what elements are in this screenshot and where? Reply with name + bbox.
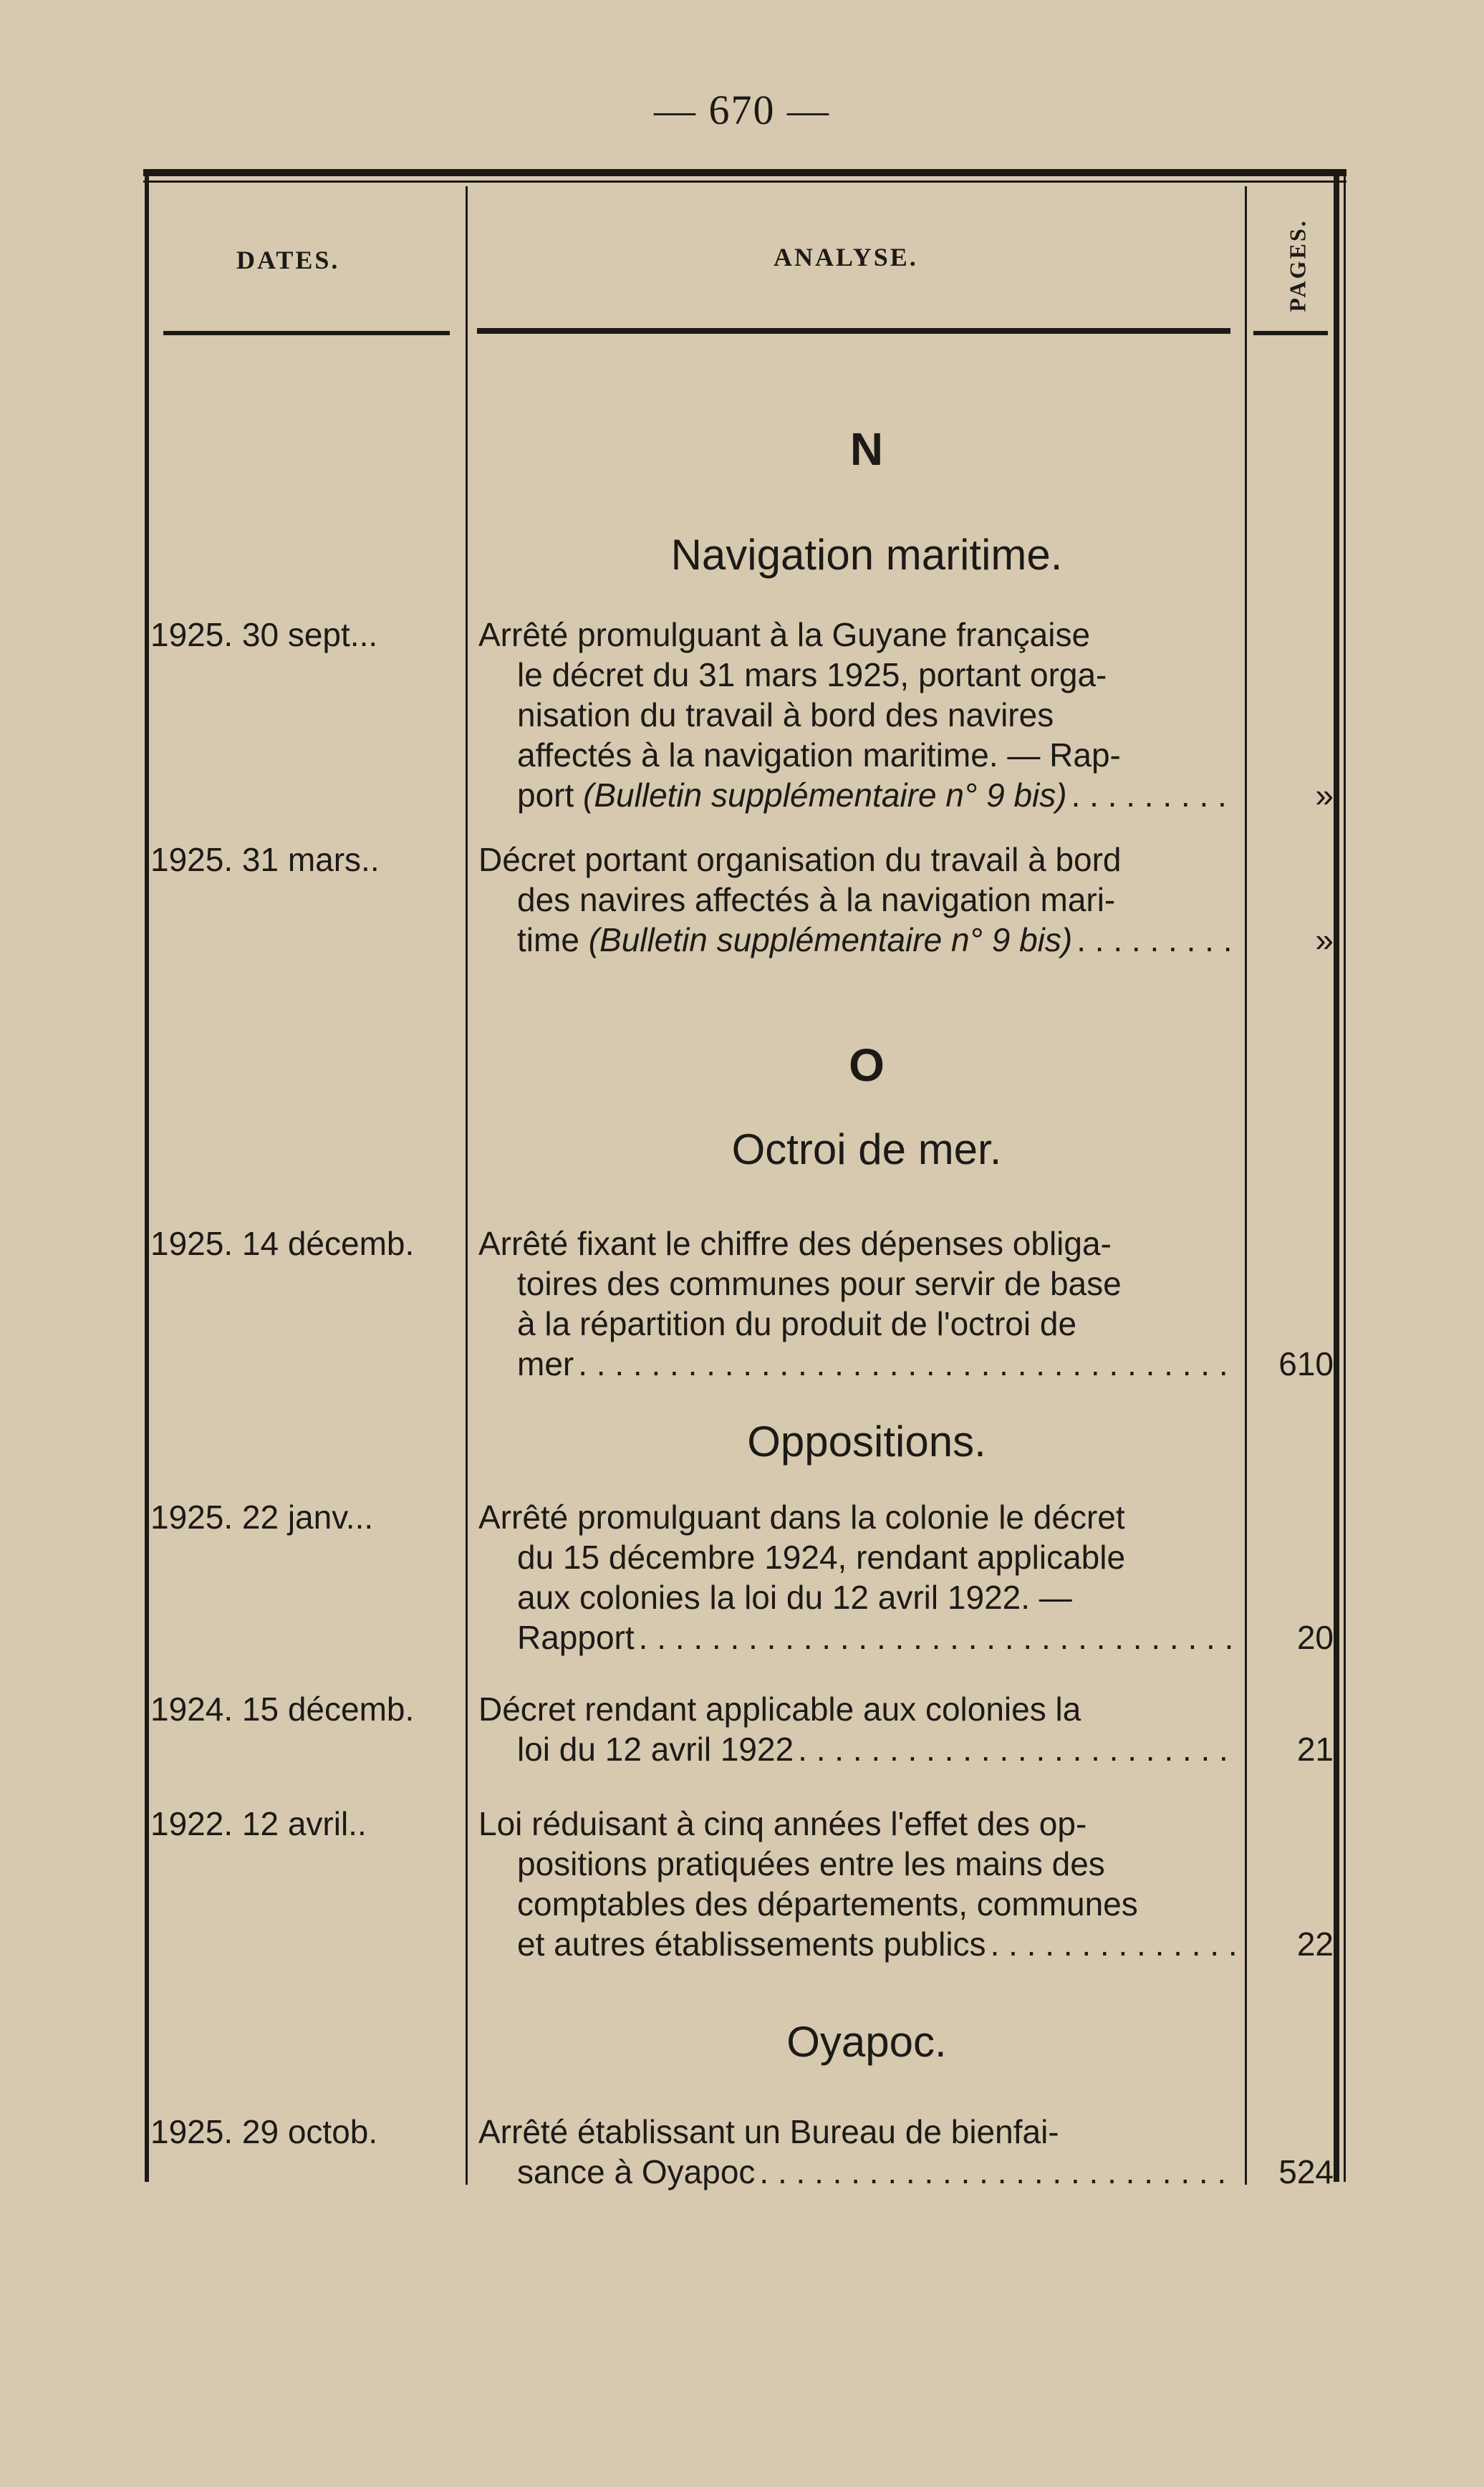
entry-line: des navires affectés à la navigation mari- [517, 881, 1116, 918]
section-letter-o: O [849, 1039, 885, 1091]
section-heading-octroi: Octroi de mer. [731, 1125, 1002, 1173]
entry-analysis [478, 1223, 1236, 1384]
entry-line-text: time (Bulletin supplémentaire n° 9 bis) [517, 921, 1073, 958]
entry-line: toires des communes pour servir de base [517, 1265, 1122, 1302]
dates-column-rule [466, 186, 468, 2185]
entry-line: Décret portant organisation du travail à bord [478, 841, 1122, 878]
header-rule-pages [1253, 331, 1328, 335]
column-header-dates: DATES. [236, 246, 340, 274]
section-letter-n: N [849, 423, 884, 475]
entry-line-text: port (Bulletin supplémentaire n° 9 bis) [517, 776, 1067, 814]
entry-page-ref: 20 [1296, 1619, 1334, 1656]
leader-dots [1071, 775, 1236, 815]
entry-line-last [478, 920, 1236, 960]
entry-line-text: loi du 12 avril 1922 [517, 1731, 794, 1768]
entry-analysis [478, 1497, 1236, 1658]
entry-line: Arrêté promulguant dans la colonie le décret [478, 1499, 1125, 1536]
entry-line: du 15 décembre 1924, rendant applicable [517, 1539, 1126, 1576]
entry-line: affectés à la navigation maritime. — Rap- [517, 736, 1121, 774]
entry-page-ref: 21 [1296, 1731, 1334, 1768]
table-right-rule-outer [1344, 176, 1346, 2182]
entry-line: Loi réduisant à cinq années l'effet des op- [478, 1805, 1087, 1842]
entry-date: 1922. 12 avril.. [150, 1805, 367, 1842]
entry-line-last [478, 1344, 1236, 1384]
entry-line-last [478, 1617, 1236, 1658]
entry-analysis [478, 840, 1236, 960]
leader-dots [639, 1617, 1236, 1658]
section-heading-navigation: Navigation maritime. [670, 531, 1063, 579]
entry-line-last [478, 775, 1236, 815]
entry-page-ref: » [1315, 921, 1334, 958]
entry-date: 1925. 30 sept... [150, 616, 378, 653]
entry-line-text: et autres établissements publics [517, 1925, 986, 1963]
entry-line: positions pratiquées entre les mains des [517, 1845, 1105, 1882]
entry-line: comptables des départements, communes [517, 1885, 1138, 1923]
entry-line-last [478, 1924, 1236, 1964]
entry-analysis [478, 1804, 1236, 1964]
entry-line-text: mer [517, 1345, 574, 1382]
leader-dots [1076, 920, 1236, 960]
column-header-analyse: ANALYSE. [774, 243, 918, 271]
header-rule-dates [163, 331, 450, 335]
section-heading-oppositions: Oppositions. [747, 1418, 986, 1466]
entry-page-ref: 22 [1296, 1925, 1334, 1963]
entry-line: à la répartition du produit de l'octroi de [517, 1305, 1077, 1342]
entry-line-text: sance à Oyapoc [517, 2153, 756, 2190]
leader-dots [991, 1924, 1236, 1964]
section-heading-oyapoc: Oyapoc. [786, 2018, 947, 2066]
column-header-pages [1255, 215, 1341, 315]
entry-line-text: Rapport [517, 1619, 635, 1656]
table-right-rule [1334, 176, 1339, 2182]
bulletin-reference: (Bulletin supplémentaire n° 9 bis) [583, 776, 1067, 814]
table-left-rule [145, 176, 149, 2182]
entry-analysis [478, 615, 1236, 815]
table-top-rule-thin [143, 181, 1346, 183]
column-header-pages-label: PAGES. [1284, 218, 1311, 312]
entry-line: aux colonies la loi du 12 avril 1922. — [517, 1579, 1072, 1616]
entry-analysis [478, 2112, 1236, 2192]
bulletin-reference: (Bulletin supplémentaire n° 9 bis) [588, 921, 1073, 958]
pages-column-rule [1245, 186, 1247, 2185]
entry-line: Arrêté fixant le chiffre des dépenses obliga- [478, 1225, 1112, 1262]
entry-line: Arrêté promulguant à la Guyane française [478, 616, 1091, 653]
entry-date: 1925. 29 octob. [150, 2113, 378, 2150]
entry-page-ref: » [1315, 776, 1334, 814]
entry-page-ref: 610 [1278, 1345, 1334, 1382]
entry-analysis [478, 1689, 1236, 1769]
entry-page-ref: 524 [1278, 2153, 1334, 2190]
entry-date: 1925. 22 janv... [150, 1499, 374, 1536]
leader-dots [578, 1344, 1236, 1384]
page-number: — 670 — [654, 87, 830, 133]
entry-line: Décret rendant applicable aux colonies la [478, 1690, 1081, 1728]
entry-date: 1925. 31 mars.. [150, 841, 380, 878]
entry-date: 1924. 15 décemb. [150, 1690, 415, 1728]
entry-line: Arrêté établissant un Bureau de bienfai- [478, 2113, 1059, 2150]
entry-line-last [478, 2152, 1236, 2192]
leader-dots [798, 1729, 1236, 1769]
table-top-rule [143, 169, 1346, 176]
entry-line-last [478, 1729, 1236, 1769]
entry-line: nisation du travail à bord des navires [517, 696, 1054, 733]
entry-line: le décret du 31 mars 1925, portant orga- [517, 656, 1107, 693]
leader-dots [759, 2152, 1236, 2192]
entry-date: 1925. 14 décemb. [150, 1225, 415, 1262]
header-rule-analyse [477, 328, 1230, 334]
